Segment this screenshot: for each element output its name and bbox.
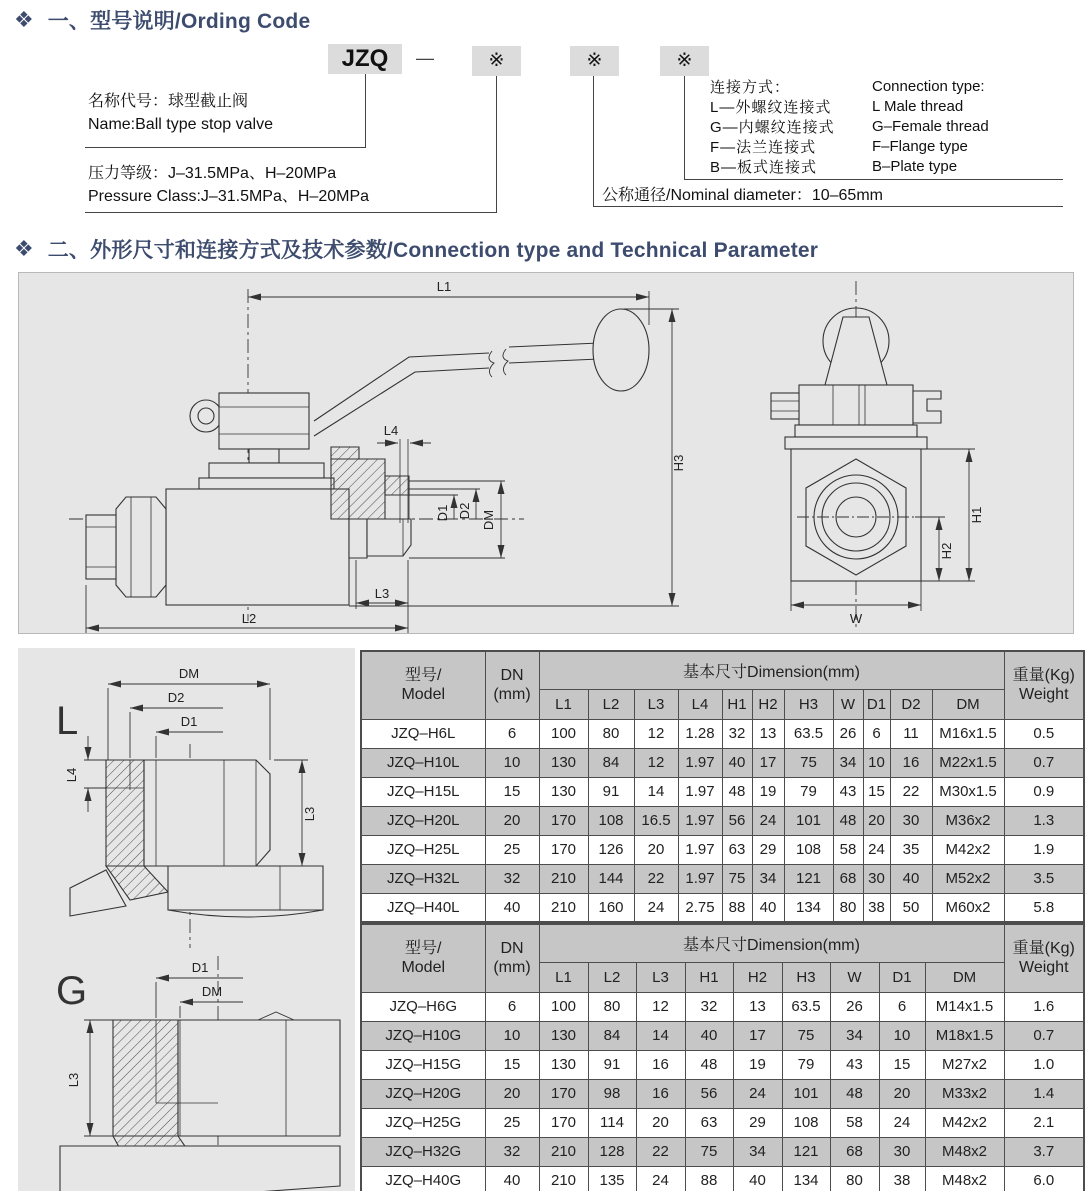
value-cell: 20 — [879, 1079, 925, 1108]
value-cell: 144 — [588, 864, 634, 893]
dimension-header: 基本尺寸Dimension(mm) — [539, 924, 1004, 962]
value-cell: 135 — [588, 1166, 636, 1191]
value-cell: 40 — [485, 893, 539, 922]
pressure-class-annotation — [88, 162, 369, 208]
value-cell: 130 — [539, 777, 588, 806]
value-cell: 16 — [636, 1079, 685, 1108]
dim-label-l4: L4 — [383, 423, 399, 438]
value-cell: 6 — [863, 719, 890, 748]
value-cell: 170 — [539, 1079, 588, 1108]
value-cell: 20 — [863, 806, 890, 835]
model-cell: JZQ–H20G — [361, 1079, 485, 1108]
value-cell: 0.7 — [1004, 1021, 1084, 1050]
model-header: 型号/ Model — [361, 651, 485, 719]
value-cell: M48x2 — [925, 1166, 1004, 1191]
value-cell: 210 — [539, 893, 588, 922]
value-cell: 6.0 — [1004, 1166, 1084, 1191]
value-cell: M16x1.5 — [932, 719, 1004, 748]
list-item: F—法兰连接式 — [710, 139, 817, 156]
model-code-box: JZQ — [328, 44, 402, 74]
valve-technical-drawing — [19, 273, 1073, 633]
value-cell: 26 — [833, 719, 863, 748]
model-cell: JZQ–H32G — [361, 1137, 485, 1166]
value-cell: 29 — [752, 835, 784, 864]
value-cell: 48 — [833, 806, 863, 835]
front-view-drawing — [771, 281, 941, 627]
value-cell: 25 — [485, 835, 539, 864]
dim-label-d1: D1 — [180, 714, 198, 729]
section1-heading — [14, 5, 310, 35]
model-cell: JZQ–H10L — [361, 748, 485, 777]
value-cell: 1.97 — [678, 748, 722, 777]
value-cell: 10 — [485, 748, 539, 777]
connection-type-list-cn — [710, 78, 835, 178]
code-placeholder-box-2: ※ — [570, 46, 619, 76]
table-row — [361, 992, 1084, 1021]
value-cell: 56 — [722, 806, 752, 835]
spec-table-l-series — [360, 650, 1085, 923]
value-cell: 58 — [830, 1108, 879, 1137]
valve-name-annotation — [88, 90, 273, 136]
dim-col-header: W — [833, 689, 863, 719]
section1-title: 一、型号说明/Ording Code — [47, 10, 311, 33]
value-cell: 24 — [634, 893, 678, 922]
value-cell: 16 — [890, 748, 932, 777]
thread-l-drawing — [70, 744, 323, 948]
value-cell: 15 — [485, 777, 539, 806]
code-dash: — — [416, 48, 434, 68]
dim-col-header: H1 — [722, 689, 752, 719]
value-cell: 20 — [634, 835, 678, 864]
value-cell: 48 — [685, 1050, 733, 1079]
value-cell: 34 — [752, 864, 784, 893]
value-cell: 75 — [722, 864, 752, 893]
dim-col-header: L1 — [539, 962, 588, 992]
diamond-icon: ❖ — [14, 7, 34, 32]
model-header: 型号/ Model — [361, 924, 485, 992]
value-cell: 130 — [539, 748, 588, 777]
list-item: G—内螺纹连接式 — [710, 119, 835, 136]
value-cell: 101 — [782, 1079, 830, 1108]
value-cell: 75 — [685, 1137, 733, 1166]
dimension-header: 基本尺寸Dimension(mm) — [539, 651, 1004, 689]
value-cell: 38 — [863, 893, 890, 922]
value-cell: 14 — [634, 777, 678, 806]
value-cell: 40 — [752, 893, 784, 922]
dim-col-header: H2 — [733, 962, 782, 992]
value-cell: 14 — [636, 1021, 685, 1050]
value-cell: 2.1 — [1004, 1108, 1084, 1137]
value-cell: 34 — [833, 748, 863, 777]
dim-col-header: L4 — [678, 689, 722, 719]
dim-col-header: L3 — [636, 962, 685, 992]
list-item: G–Female thread — [872, 118, 989, 135]
nominal-diameter-annotation: 公称通径/Nominal diameter：10–65mm — [602, 187, 883, 204]
value-cell: 1.0 — [1004, 1050, 1084, 1079]
value-cell: 15 — [485, 1050, 539, 1079]
value-cell: 35 — [890, 835, 932, 864]
value-cell: 24 — [863, 835, 890, 864]
value-cell: 22 — [634, 864, 678, 893]
table-row — [361, 806, 1084, 835]
value-cell: 12 — [634, 748, 678, 777]
dim-col-header: D1 — [879, 962, 925, 992]
value-cell: 6 — [485, 719, 539, 748]
value-cell: M22x1.5 — [932, 748, 1004, 777]
value-cell: 68 — [830, 1137, 879, 1166]
value-cell: 79 — [784, 777, 833, 806]
spec-table-g-series — [360, 923, 1085, 1191]
dn-header: DN (mm) — [485, 924, 539, 992]
model-cell: JZQ–H15L — [361, 777, 485, 806]
value-cell: 29 — [733, 1108, 782, 1137]
value-cell: M18x1.5 — [925, 1021, 1004, 1050]
value-cell: 48 — [722, 777, 752, 806]
model-cell: JZQ–H20L — [361, 806, 485, 835]
dim-col-header: H2 — [752, 689, 784, 719]
view-g-label: G — [56, 969, 88, 1013]
dim-label-h1: H1 — [969, 506, 984, 524]
value-cell: 170 — [539, 1108, 588, 1137]
g-series-body — [361, 992, 1084, 1191]
value-cell: 79 — [782, 1050, 830, 1079]
table-row — [361, 1137, 1084, 1166]
list-item: B–Plate type — [872, 158, 958, 175]
value-cell: 2.75 — [678, 893, 722, 922]
value-cell: 1.9 — [1004, 835, 1084, 864]
value-cell: 40 — [722, 748, 752, 777]
value-cell: 63.5 — [784, 719, 833, 748]
value-cell: 16 — [636, 1050, 685, 1079]
value-cell: 1.4 — [1004, 1079, 1084, 1108]
value-cell: 63 — [722, 835, 752, 864]
list-item: F–Flange type — [872, 138, 968, 155]
value-cell: 5.8 — [1004, 893, 1084, 922]
value-cell: 80 — [588, 992, 636, 1021]
value-cell: 20 — [485, 806, 539, 835]
value-cell: 91 — [588, 1050, 636, 1079]
dn-header: DN (mm) — [485, 651, 539, 719]
value-cell: 24 — [733, 1079, 782, 1108]
value-cell: 126 — [588, 835, 634, 864]
view-l-label: L — [56, 699, 79, 743]
value-cell: 15 — [879, 1050, 925, 1079]
value-cell: M33x2 — [925, 1079, 1004, 1108]
value-cell: 114 — [588, 1108, 636, 1137]
dim-label-l2: L2 — [241, 611, 257, 626]
table-row — [361, 1079, 1084, 1108]
value-cell: 3.5 — [1004, 864, 1084, 893]
model-cell: JZQ–H32L — [361, 864, 485, 893]
value-cell: 134 — [782, 1166, 830, 1191]
value-cell: 1.97 — [678, 835, 722, 864]
value-cell: 101 — [784, 806, 833, 835]
value-cell: 80 — [830, 1166, 879, 1191]
value-cell: 13 — [733, 992, 782, 1021]
value-cell: M52x2 — [932, 864, 1004, 893]
value-cell: 121 — [784, 864, 833, 893]
value-cell: 10 — [485, 1021, 539, 1050]
value-cell: M42x2 — [932, 835, 1004, 864]
value-cell: 128 — [588, 1137, 636, 1166]
code-placeholder-box-3: ※ — [660, 46, 709, 76]
value-cell: M14x1.5 — [925, 992, 1004, 1021]
value-cell: 130 — [539, 1050, 588, 1079]
value-cell: 75 — [782, 1021, 830, 1050]
value-cell: 24 — [636, 1166, 685, 1191]
value-cell: 32 — [485, 1137, 539, 1166]
value-cell: 40 — [890, 864, 932, 893]
value-cell: 32 — [485, 864, 539, 893]
value-cell: 15 — [863, 777, 890, 806]
value-cell: M60x2 — [932, 893, 1004, 922]
value-cell: 121 — [782, 1137, 830, 1166]
dim-col-header: DM — [932, 689, 1004, 719]
model-cell: JZQ–H25G — [361, 1108, 485, 1137]
section2-title: 二、外形尺寸和连接方式及技术参数/Connection type and Technical Parameter — [47, 239, 819, 262]
value-cell: 56 — [685, 1079, 733, 1108]
value-cell: 6 — [879, 992, 925, 1021]
section2-heading — [14, 234, 818, 264]
value-cell: 48 — [830, 1079, 879, 1108]
value-cell: 30 — [890, 806, 932, 835]
value-cell: 75 — [784, 748, 833, 777]
value-cell: 17 — [752, 748, 784, 777]
value-cell: 63.5 — [782, 992, 830, 1021]
model-cell: JZQ–H15G — [361, 1050, 485, 1079]
value-cell: 84 — [588, 1021, 636, 1050]
table-row — [361, 835, 1084, 864]
dim-label-d2: D2 — [457, 502, 472, 520]
dim-label-l3: L3 — [374, 586, 390, 601]
model-cell: JZQ–H10G — [361, 1021, 485, 1050]
dim-label-h3: H3 — [671, 454, 686, 472]
value-cell: 3.7 — [1004, 1137, 1084, 1166]
value-cell: M30x1.5 — [932, 777, 1004, 806]
value-cell: 17 — [733, 1021, 782, 1050]
value-cell: 13 — [752, 719, 784, 748]
dimension-drawing-panel — [18, 272, 1074, 634]
value-cell: 32 — [722, 719, 752, 748]
value-cell: 88 — [685, 1166, 733, 1191]
value-cell: 210 — [539, 1137, 588, 1166]
value-cell: 98 — [588, 1079, 636, 1108]
valve-name-en: Name:Ball type stop valve — [88, 116, 273, 133]
pressure-cn: 压力等级：J–31.5MPa、H–20MPa — [88, 165, 337, 182]
table-row — [361, 893, 1084, 922]
dim-col-header: L2 — [588, 962, 636, 992]
value-cell: 108 — [588, 806, 634, 835]
value-cell: 108 — [784, 835, 833, 864]
value-cell: 24 — [752, 806, 784, 835]
dim-label-d2: D2 — [167, 690, 185, 705]
dim-col-header: L3 — [634, 689, 678, 719]
value-cell: 32 — [685, 992, 733, 1021]
value-cell: M48x2 — [925, 1137, 1004, 1166]
weight-header: 重量(Kg) Weight — [1004, 651, 1084, 719]
value-cell: 1.28 — [678, 719, 722, 748]
dim-label-l1: L1 — [436, 279, 452, 294]
value-cell: 19 — [733, 1050, 782, 1079]
value-cell: 19 — [752, 777, 784, 806]
dim-label-dm: DM — [201, 984, 223, 999]
value-cell: 50 — [890, 893, 932, 922]
value-cell: 12 — [636, 992, 685, 1021]
value-cell: 11 — [890, 719, 932, 748]
value-cell: 210 — [539, 1166, 588, 1191]
table-row — [361, 1108, 1084, 1137]
value-cell: 43 — [833, 777, 863, 806]
value-cell: 40 — [485, 1166, 539, 1191]
value-cell: 22 — [636, 1137, 685, 1166]
dim-label-dm: DM — [481, 509, 496, 531]
connection-type-list-en — [872, 77, 989, 177]
side-view-drawing — [69, 289, 649, 621]
value-cell: 91 — [588, 777, 634, 806]
value-cell: 130 — [539, 1021, 588, 1050]
table-row — [361, 1021, 1084, 1050]
value-cell: 80 — [833, 893, 863, 922]
value-cell: M27x2 — [925, 1050, 1004, 1079]
value-cell: 0.9 — [1004, 777, 1084, 806]
value-cell: 1.97 — [678, 864, 722, 893]
value-cell: 22 — [890, 777, 932, 806]
value-cell: 170 — [539, 835, 588, 864]
table-row — [361, 1050, 1084, 1079]
value-cell: 63 — [685, 1108, 733, 1137]
dim-label-w: W — [849, 611, 863, 626]
table-row — [361, 1166, 1084, 1191]
value-cell: 30 — [879, 1137, 925, 1166]
value-cell: 10 — [879, 1021, 925, 1050]
dim-label-l3: L3 — [66, 1072, 81, 1088]
model-cell: JZQ–H25L — [361, 835, 485, 864]
value-cell: 170 — [539, 806, 588, 835]
thread-detail-panel — [18, 648, 355, 1191]
dim-label-l3: L3 — [302, 806, 317, 822]
value-cell: 30 — [863, 864, 890, 893]
dim-col-header: DM — [925, 962, 1004, 992]
dim-col-header: L1 — [539, 689, 588, 719]
value-cell: 24 — [879, 1108, 925, 1137]
dim-label-d1: D1 — [191, 960, 209, 975]
dim-col-header: H3 — [782, 962, 830, 992]
value-cell: 25 — [485, 1108, 539, 1137]
spec-tables — [360, 650, 1083, 1191]
value-cell: 100 — [539, 992, 588, 1021]
diamond-icon: ❖ — [14, 236, 34, 261]
value-cell: 20 — [485, 1079, 539, 1108]
dim-col-header: L2 — [588, 689, 634, 719]
value-cell: 34 — [830, 1021, 879, 1050]
code-placeholder-box-1: ※ — [472, 46, 521, 76]
value-cell: 34 — [733, 1137, 782, 1166]
pressure-en: Pressure Class:J–31.5MPa、H–20MPa — [88, 188, 370, 205]
value-cell: 40 — [685, 1021, 733, 1050]
model-cell: JZQ–H40G — [361, 1166, 485, 1191]
dim-col-header: H1 — [685, 962, 733, 992]
dim-label-d1: D1 — [435, 504, 450, 522]
model-cell: JZQ–H6L — [361, 719, 485, 748]
dim-label-dm: DM — [178, 666, 200, 681]
value-cell: 88 — [722, 893, 752, 922]
value-cell: 10 — [863, 748, 890, 777]
thread-detail-drawing — [18, 648, 355, 1191]
value-cell: 20 — [636, 1108, 685, 1137]
value-cell: 134 — [784, 893, 833, 922]
list-item: L Male thread — [872, 98, 964, 115]
value-cell: 84 — [588, 748, 634, 777]
table-row — [361, 864, 1084, 893]
list-item: Connection type: — [872, 78, 985, 95]
value-cell: 100 — [539, 719, 588, 748]
value-cell: 6 — [485, 992, 539, 1021]
value-cell: 1.97 — [678, 806, 722, 835]
dim-col-header: D1 — [863, 689, 890, 719]
model-cell: JZQ–H6G — [361, 992, 485, 1021]
value-cell: 12 — [634, 719, 678, 748]
value-cell: 68 — [833, 864, 863, 893]
valve-name-cn: 名称代号：球型截止阀 — [88, 93, 249, 110]
list-item: B—板式连接式 — [710, 159, 818, 176]
dim-col-header: W — [830, 962, 879, 992]
l-series-body — [361, 719, 1084, 922]
value-cell: 1.97 — [678, 777, 722, 806]
table-row — [361, 748, 1084, 777]
value-cell: 26 — [830, 992, 879, 1021]
weight-header: 重量(Kg) Weight — [1004, 924, 1084, 992]
value-cell: M42x2 — [925, 1108, 1004, 1137]
list-item: 连接方式： — [710, 79, 791, 96]
dim-label-l4: L4 — [64, 767, 79, 783]
value-cell: 43 — [830, 1050, 879, 1079]
model-cell: JZQ–H40L — [361, 893, 485, 922]
list-item: L—外螺纹连接式 — [710, 99, 832, 116]
value-cell: 58 — [833, 835, 863, 864]
value-cell: 0.5 — [1004, 719, 1084, 748]
value-cell: 80 — [588, 719, 634, 748]
table-row — [361, 719, 1084, 748]
table-row — [361, 777, 1084, 806]
thread-g-drawing — [60, 956, 340, 1191]
dim-label-h2: H2 — [939, 542, 954, 560]
value-cell: 16.5 — [634, 806, 678, 835]
dim-col-header: H3 — [784, 689, 833, 719]
value-cell: 0.7 — [1004, 748, 1084, 777]
value-cell: 210 — [539, 864, 588, 893]
value-cell: 38 — [879, 1166, 925, 1191]
dim-col-header: D2 — [890, 689, 932, 719]
value-cell: 40 — [733, 1166, 782, 1191]
value-cell: 1.3 — [1004, 806, 1084, 835]
value-cell: 1.6 — [1004, 992, 1084, 1021]
value-cell: 160 — [588, 893, 634, 922]
value-cell: 108 — [782, 1108, 830, 1137]
value-cell: M36x2 — [932, 806, 1004, 835]
